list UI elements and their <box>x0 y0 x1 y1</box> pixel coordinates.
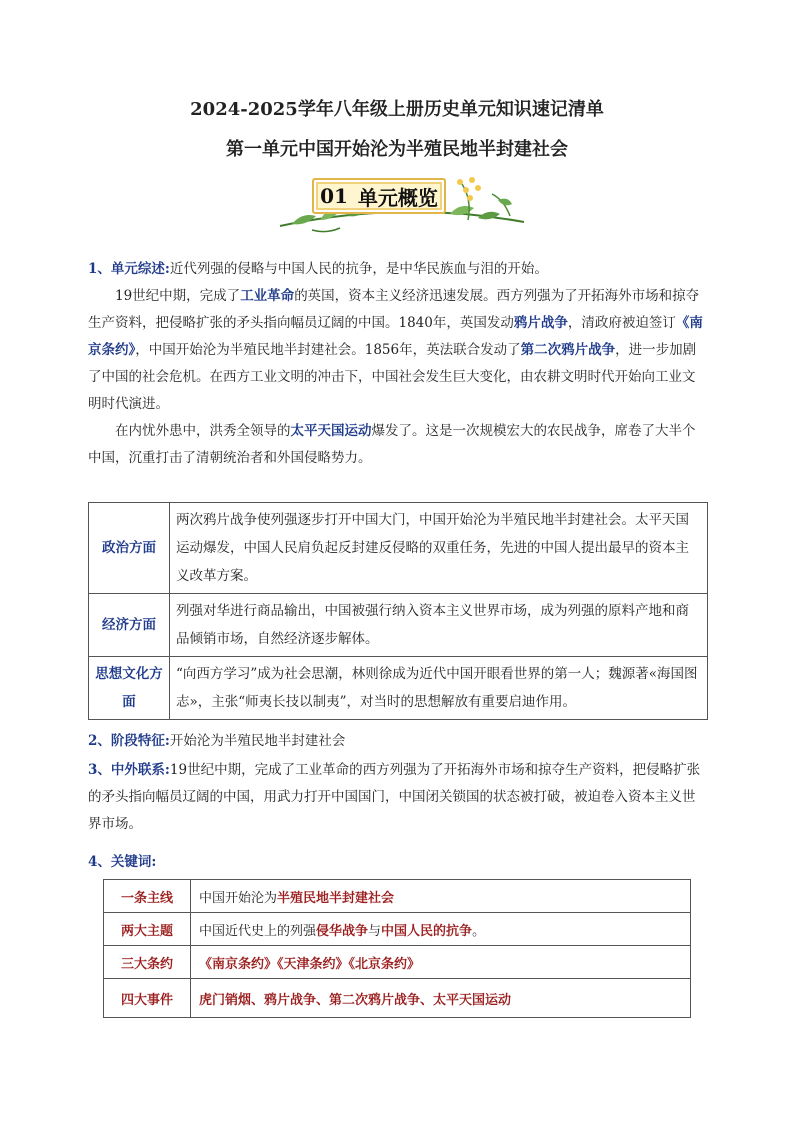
unit-title: 第一单元中国开始沦为半殖民地半封建社会 <box>226 139 568 160</box>
text-run: ，中国开始沦为半殖民地半封建社会。1856年，英法联合发动了 <box>135 342 521 358</box>
document-title: 2024-2025学年八年级上册历史单元知识速记清单 <box>190 99 604 120</box>
section-keywords <box>88 849 708 876</box>
aspect-text: 列强对华进行商品输出，中国被强行纳入资本主义世界市场，成为列强的原料产地和商品倾销市场，自然经济逐步解体。 <box>170 594 708 657</box>
term-opium-war: 鸦片战争 <box>513 315 568 331</box>
table-row <box>104 913 691 946</box>
aspects-table <box>88 502 708 720</box>
text-run: ，进一步加剧了中国的社会危机。在西方工业文明的冲击下，中国社会发生巨大变化，由农耕文明时代开始向工业文明时代演进。 <box>88 342 697 412</box>
keyword-value <box>191 946 691 979</box>
table-row <box>104 880 691 913</box>
aspect-key: 经济方面 <box>89 594 170 657</box>
keyword-key: 一条主线 <box>104 880 191 913</box>
term-second-opium-war: 第二次鸦片战争 <box>520 342 616 358</box>
overview-lead: 近代列强的侵略与中国人民的抗争，是中华民族血与泪的开始。 <box>169 261 548 277</box>
keyword-highlight: 《南京条约》《天津条约》《北京条约》 <box>199 956 421 972</box>
text-run: 与 <box>368 923 382 939</box>
overview-paragraph-1 <box>88 283 708 418</box>
table-row <box>89 594 708 657</box>
text-run: 的英国，资本主义经济迅速发展。西方列强为了开拓海外市场和掠夺生产资料，把侵略扩张的矛头指向幅员辽阔的中国。1840年，英国发动 <box>88 288 700 331</box>
overview-heading-line <box>88 256 708 283</box>
stage-text: 开始沦为半殖民地半封建社会 <box>169 733 346 749</box>
keyword-value <box>191 913 691 946</box>
aspect-key: 思想文化方面 <box>89 657 170 720</box>
text-run: 中国近代史上的列强 <box>199 923 317 939</box>
aspect-text: 两次鸦片战争使列强逐步打开中国大门，中国开始沦为半殖民地半封建社会。太平天国运动爆发，中国人民肩负起反封建反侵略的双重任务，先进的中国人提出最早的资本主义改革方案。 <box>170 503 708 594</box>
text-run: 。 <box>472 923 486 939</box>
links-heading: 3、中外联系: <box>88 762 170 778</box>
keyword-highlight: 半殖民地半封建社会 <box>277 890 395 906</box>
section-foreign-links <box>88 757 708 838</box>
keyword-value <box>191 979 691 1018</box>
text-run: 中国开始沦为 <box>199 890 278 906</box>
term-taiping-movement: 太平天国运动 <box>290 423 372 439</box>
banner-number: 01 <box>320 184 348 208</box>
text-run: 爆发了。这是一次规模宏大的农民战争，席卷了大半个中国，沉重打击了清朝统治者和外国侵略势力。 <box>88 423 696 466</box>
keyword-highlight: 虎门销烟、鸦片战争、第二次鸦片战争、太平天国运动 <box>199 992 512 1008</box>
text-run: 在内忧外患中，洪秀全领导的 <box>115 423 291 439</box>
keywords-heading: 4、关键词: <box>88 854 157 870</box>
keyword-highlight: 中国人民的抗争 <box>381 923 473 939</box>
section-banner <box>272 170 532 236</box>
keyword-key: 三大条约 <box>104 946 191 979</box>
text-run: ，清政府被迫签订 <box>567 315 676 331</box>
text-run: 19世纪中期，完成了 <box>115 288 241 304</box>
overview-heading: 1、单元综述: <box>88 261 170 277</box>
aspect-key: 政治方面 <box>89 503 170 594</box>
stage-heading: 2、阶段特征: <box>88 733 170 749</box>
term-industrial-revolution: 工业革命 <box>240 288 295 304</box>
table-row <box>89 657 708 720</box>
keyword-highlight: 侵华战争 <box>316 923 369 939</box>
table-row <box>104 946 691 979</box>
links-text: 19世纪中期，完成了工业革命的西方列强为了开拓海外市场和掠夺生产资料，把侵略扩张的矛头指向幅员辽阔的中国，用武力打开中国国门，中国闭关锁国的状态被打破，被迫卷入资本主义世界市场。 <box>88 762 701 832</box>
section-stage-features <box>88 728 708 755</box>
table-row <box>104 979 691 1018</box>
keyword-value <box>191 880 691 913</box>
term-treaty-of-nanjing: 《南京条约》 <box>88 315 703 358</box>
table-row <box>89 503 708 594</box>
keyword-key: 四大事件 <box>104 979 191 1018</box>
banner-label: 单元概览 <box>357 185 438 210</box>
section-overview <box>88 256 708 472</box>
banner-label-box <box>312 178 446 214</box>
aspect-text: “向西方学习”成为社会思潮，林则徐成为近代中国开眼看世界的第一人；魏源著«海国图志»，主张“师夷长技以制夷”，对当时的思想解放有重要启迪作用。 <box>170 657 708 720</box>
keyword-key: 两大主题 <box>104 913 191 946</box>
overview-paragraph-2 <box>88 418 708 472</box>
keywords-table <box>103 879 691 1018</box>
